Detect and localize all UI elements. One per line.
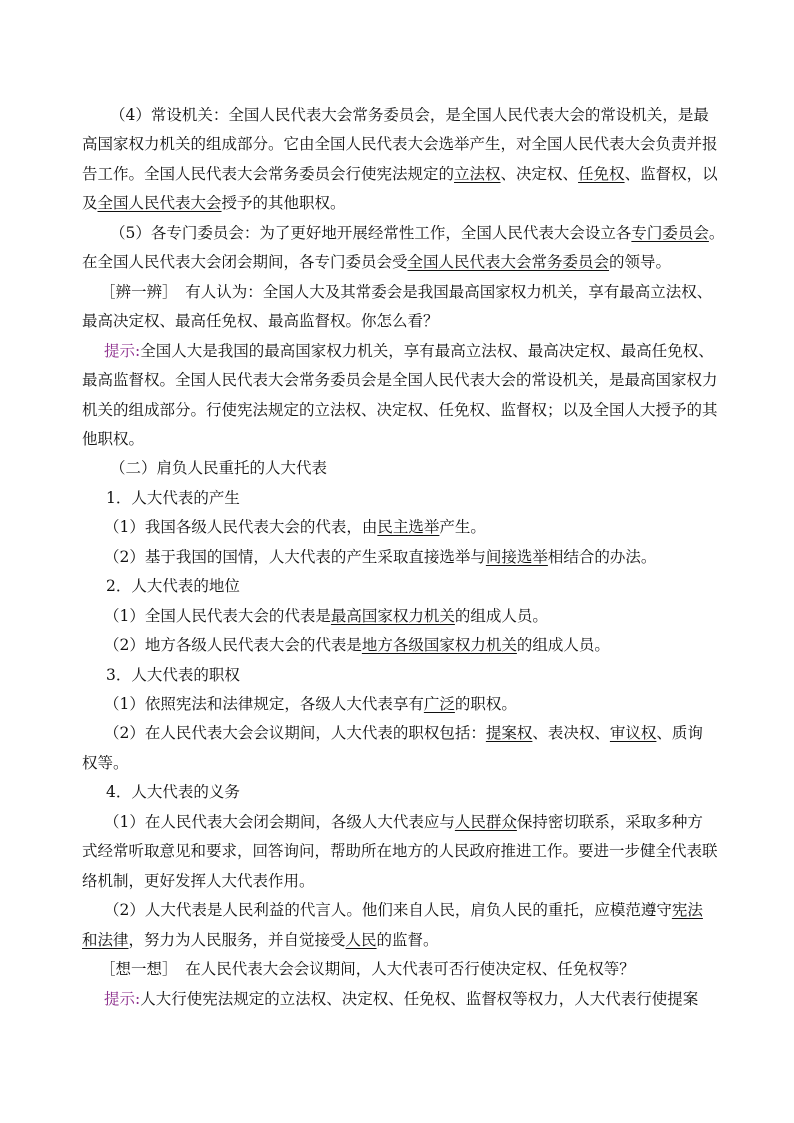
text-line: [106, 575, 240, 597]
text-line: [82, 251, 671, 273]
underlined-term: 间接选举: [485, 548, 548, 566]
text-run: 高国家权力机关的组成部分。它由全国人民代表大会选举产生，对全国人民代表大会负责并报: [82, 135, 718, 153]
text-line: [106, 664, 240, 686]
text-line: [104, 605, 548, 627]
text-run: 在全国人民代表大会闭会期间，各专门委员会受: [82, 253, 408, 271]
underlined-term: 广泛: [423, 695, 455, 713]
text-run: ［想一想］ 在人民代表大会会议期间，人大代表可否行使决定权、任免权等？: [100, 960, 635, 978]
text-run: 、决定权、: [500, 165, 579, 183]
text-run: 保持密切联系，采取多种方: [516, 813, 703, 831]
text-run: 式经常听取意见和要求，回答询问，帮助所在地方的人民政府推进工作。要进一步健全代表联: [82, 842, 718, 860]
text-run: 的组成人员。: [454, 607, 548, 625]
text-run: 的组成人员。: [516, 636, 610, 654]
underlined-term: 专门委员会: [631, 224, 709, 242]
hint-label: 提示:: [104, 990, 141, 1008]
text-run: 的职权。: [454, 695, 517, 713]
text-run: 相结合的办法。: [547, 548, 657, 566]
underlined-term: 人民群众: [454, 813, 517, 831]
text-line: [82, 428, 144, 450]
text-line: [106, 487, 240, 509]
text-run: 产生。: [439, 518, 486, 536]
text-line: [82, 752, 129, 774]
text-line: [82, 133, 718, 155]
underlined-term: 任免权: [578, 165, 625, 183]
text-run: （1）依照宪法和法律规定，各级人大代表享有: [104, 695, 424, 713]
text-line: [110, 104, 709, 126]
text-run: 人大行使宪法规定的立法权、决定权、任免权、监督权等权力，人大代表行使提案: [140, 990, 699, 1008]
text-line: [104, 988, 698, 1010]
text-line: [104, 340, 714, 362]
text-line: [104, 634, 610, 656]
text-run: （1）在人民代表大会闭会期间，各级人大代表应与: [104, 813, 455, 831]
underlined-term: 全国人民代表大会常务委员会: [407, 253, 610, 271]
underlined-term: 民主选举: [377, 518, 440, 536]
underlined-term: 全国人民代表大会: [97, 194, 222, 212]
text-run: 、质询: [656, 724, 703, 742]
text-line: [82, 163, 718, 185]
text-run: 3．人大代表的职权: [106, 666, 240, 684]
text-line: [104, 811, 703, 833]
text-run: 授予的其他职权。: [221, 194, 346, 212]
text-run: 及: [82, 194, 98, 212]
text-run: 权等。: [82, 754, 129, 772]
text-line: [110, 457, 327, 479]
text-line: [100, 281, 712, 303]
text-run: （4）常设机关：全国人民代表大会常务委员会，是全国人民代表大会的常设机关，是最: [110, 106, 709, 124]
text-run: （2）地方各级人民代表大会的代表是: [104, 636, 362, 654]
text-run: 4．人大代表的义务: [106, 783, 240, 801]
text-line: [106, 781, 240, 803]
underlined-term: 最高国家权力机关: [330, 607, 455, 625]
text-run: 全国人大是我国的最高国家权力机关，享有最高立法权、最高决定权、最高任免权、: [140, 342, 714, 360]
hint-label: 提示:: [104, 342, 141, 360]
text-run: 机关的组成部分。行使宪法规定的立法权、决定权、任免权、监督权；以及全国人大授予的其: [82, 401, 718, 419]
text-run: （2）人大代表是人民利益的代言人。他们来自人民，肩负人民的重托，应模范遵守: [104, 901, 672, 919]
text-run: 1．人大代表的产生: [106, 489, 240, 507]
underlined-term: 和法律: [82, 931, 129, 949]
text-line: [104, 546, 656, 568]
text-run: 。: [708, 224, 725, 242]
text-run: （1）全国人民代表大会的代表是: [104, 607, 331, 625]
text-run: （2）基于我国的国情，人大代表的产生采取直接选举与: [104, 548, 486, 566]
text-run: 他职权。: [82, 430, 145, 448]
text-line: [82, 870, 315, 892]
text-run: （2）在人民代表大会会议期间，人大代表的职权包括：: [104, 724, 486, 742]
text-line: [82, 399, 718, 421]
underlined-term: 人民: [345, 931, 377, 949]
text-run: ，努力为人民服务，并自觉接受: [128, 931, 346, 949]
underlined-term: 提案权: [485, 724, 533, 742]
text-line: [104, 722, 703, 744]
text-run: （二）肩负人民重托的人大代表: [110, 459, 328, 477]
underlined-term: 立法权: [454, 165, 501, 183]
text-run: 的领导。: [609, 253, 672, 271]
text-run: ［辨一辨］ 有人认为：全国人大及其常委会是我国最高国家权力机关，享有最高立法权、: [100, 283, 713, 301]
text-run: 络机制，更好发挥人大代表作用。: [82, 872, 315, 890]
text-run: 告工作。全国人民代表大会常务委员会行使宪法规定的: [82, 165, 455, 183]
text-line: [104, 516, 486, 538]
text-run: （1）我国各级人民代表大会的代表，由: [104, 518, 378, 536]
text-line: [104, 693, 517, 715]
underlined-term: 地方各级国家权力机关: [361, 636, 517, 654]
text-run: 最高监督权。全国人民代表大会常务委员会是全国人民代表大会的常设机关，是最高国家权力: [82, 371, 718, 389]
text-line: [104, 899, 703, 921]
text-run: 、表决权、: [532, 724, 610, 742]
text-run: 最高决定权、最高任免权、最高监督权。你怎么看？: [82, 312, 439, 330]
text-line: [82, 840, 718, 862]
text-run: 的监督。: [376, 931, 439, 949]
text-line: [82, 192, 346, 214]
text-line: [82, 310, 439, 332]
text-line: [82, 929, 439, 951]
underlined-term: 宪法: [671, 901, 703, 919]
underlined-term: 审议权: [609, 724, 657, 742]
text-line: [110, 222, 724, 244]
text-line: [82, 369, 718, 391]
text-run: 、监督权，以: [624, 165, 718, 183]
text-run: 2．人大代表的地位: [106, 577, 240, 595]
text-line: [100, 958, 635, 980]
text-run: （5）各专门委员会：为了更好地开展经常性工作，全国人民代表大会设立各: [110, 224, 632, 242]
